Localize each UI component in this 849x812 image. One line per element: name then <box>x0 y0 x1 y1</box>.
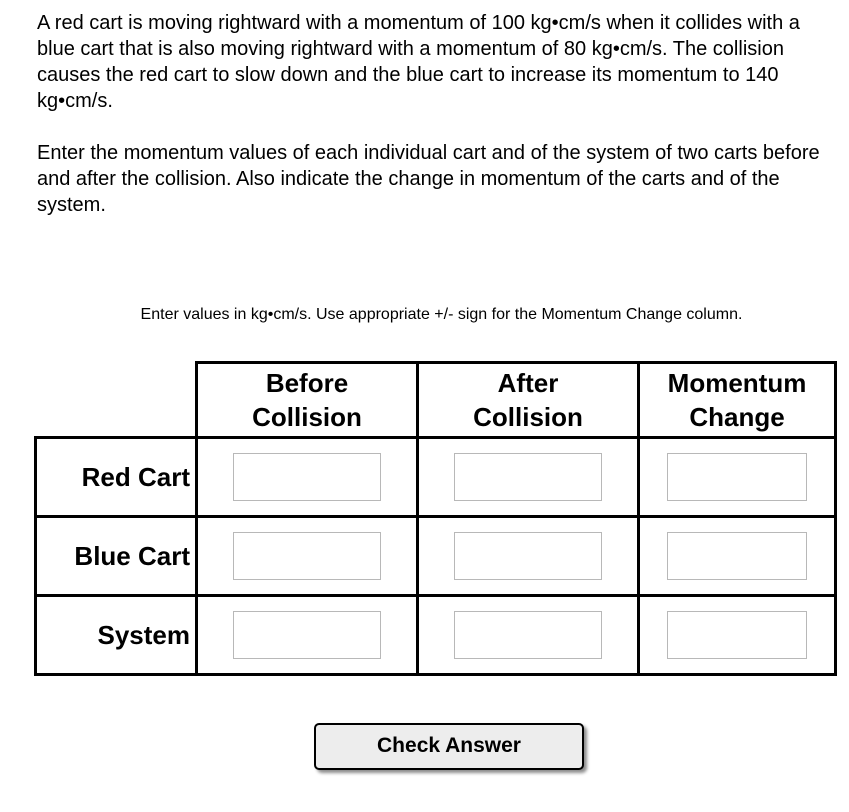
problem-paragraph-1: A red cart is moving rightward with a momentum of 100 kg•cm/s when it collides with a blue cart that is also moving rightward with a momentum of 80 kg•cm/s. The collision causes the red cart to slow down and the blue cart to increase its momentum to 140 kg•cm/s. <box>37 12 800 112</box>
column-header-before-line1: Before <box>265 368 349 398</box>
column-header-after <box>418 363 639 438</box>
table-corner <box>36 363 197 438</box>
problem-text <box>37 10 842 218</box>
row-header-red-cart: Red Cart <box>36 438 197 517</box>
cell-red-before <box>197 438 418 517</box>
system-before-input[interactable] <box>233 611 381 659</box>
table-row-system <box>36 596 836 675</box>
column-header-change <box>639 363 836 438</box>
system-after-input[interactable] <box>454 611 602 659</box>
problem-paragraph-2: Enter the momentum values of each individual cart and of the system of two carts before and after the collision. Also indicate the change in momentum of the carts and of the system. <box>37 142 820 216</box>
momentum-table <box>34 361 837 676</box>
column-header-before-line2: Collision <box>252 402 362 432</box>
cell-system-change <box>639 596 836 675</box>
row-header-blue-cart: Blue Cart <box>36 517 197 596</box>
column-header-after-line1: After <box>497 368 559 398</box>
blue-cart-after-input[interactable] <box>454 532 602 580</box>
blue-cart-before-input[interactable] <box>233 532 381 580</box>
column-header-change-line2: Change <box>689 402 785 432</box>
check-answer-button[interactable]: Check Answer <box>314 723 584 770</box>
red-cart-change-input[interactable] <box>667 453 807 501</box>
cell-system-after <box>418 596 639 675</box>
cell-red-after <box>418 438 639 517</box>
system-change-input[interactable] <box>667 611 807 659</box>
cell-blue-change <box>639 517 836 596</box>
red-cart-before-input[interactable] <box>233 453 381 501</box>
table-row-red-cart <box>36 438 836 517</box>
instructions-text: Enter values in kg•cm/s. Use appropriate +/- sign for the Momentum Change column. <box>140 306 743 323</box>
cell-system-before <box>197 596 418 675</box>
cell-blue-after <box>418 517 639 596</box>
row-header-system: System <box>36 596 197 675</box>
column-header-before <box>197 363 418 438</box>
blue-cart-change-input[interactable] <box>667 532 807 580</box>
cell-blue-before <box>197 517 418 596</box>
red-cart-after-input[interactable] <box>454 453 602 501</box>
column-header-change-line1: Momentum <box>667 368 807 398</box>
column-header-after-line2: Collision <box>473 402 583 432</box>
cell-red-change <box>639 438 836 517</box>
table-row-blue-cart <box>36 517 836 596</box>
